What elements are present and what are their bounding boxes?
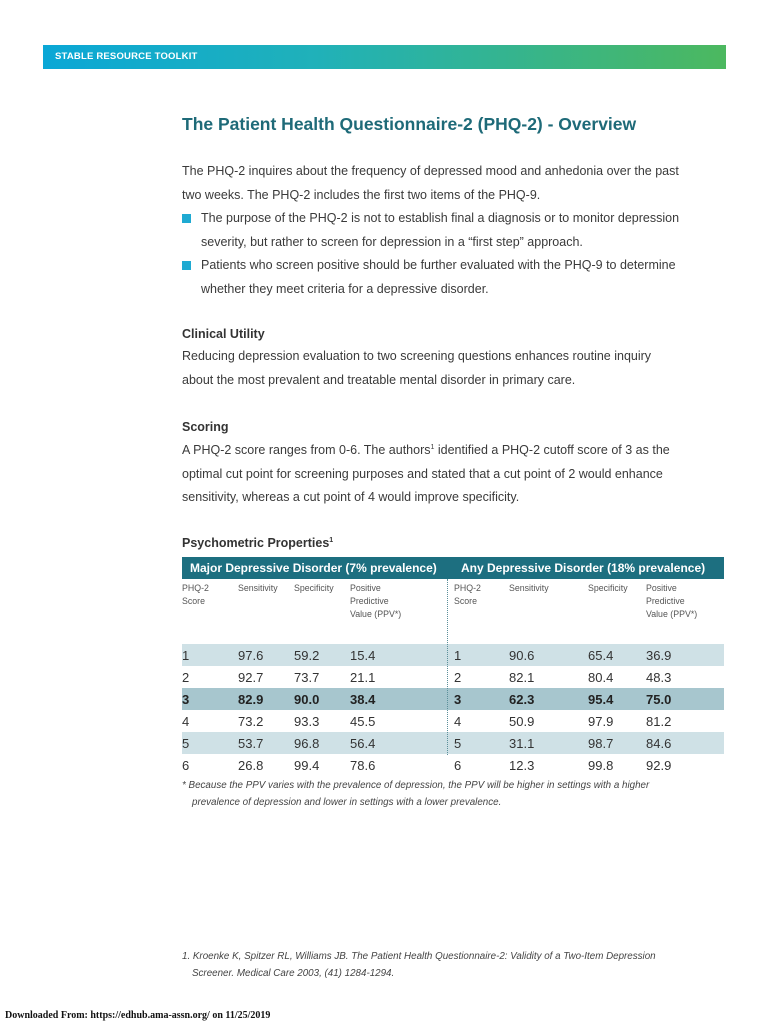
- table-cell: 81.2: [646, 714, 672, 729]
- col-ppv-l1: Positive: [350, 583, 381, 593]
- table-cell: 92.7: [238, 670, 264, 685]
- table-cell: 80.4: [588, 670, 614, 685]
- scoring-heading: Scoring: [182, 420, 229, 434]
- bullet-item: [182, 207, 727, 254]
- col-ppv-l3: Value (PPV*): [350, 609, 402, 619]
- table-cell: 59.2: [294, 648, 320, 663]
- table-cell: 4: [182, 714, 190, 729]
- clinical-line-2: about the most prevalent and treatable mental disorder in primary care.: [182, 372, 576, 387]
- table-cell: 99.4: [294, 758, 320, 773]
- table-cell: 5: [182, 736, 190, 751]
- bullet-line: The purpose of the PHQ-2 is not to establish final a diagnosis or to monitor depression: [201, 211, 680, 225]
- citation-sup: 1: [329, 536, 334, 544]
- table-cell: 75.0: [646, 692, 672, 707]
- table-row: [182, 644, 724, 666]
- col-ppv: [350, 582, 401, 621]
- scoring-line-1-b: identified a PHQ-2 cutoff score of 3 as the: [434, 443, 670, 457]
- table-cell: 96.8: [294, 736, 320, 751]
- banner-label: STABLE RESOURCE TOOLKIT: [55, 51, 198, 62]
- intro-paragraph: [182, 160, 727, 207]
- col-ppv-l3: Value (PPV*): [646, 609, 698, 619]
- col-ppv-l2: Predictive: [646, 596, 685, 606]
- ppv-footnote: [182, 777, 712, 811]
- table-cell: 36.9: [646, 648, 672, 663]
- table-cell: 12.3: [509, 758, 535, 773]
- table-cell: 84.6: [646, 736, 672, 751]
- table-group-header: [182, 557, 724, 579]
- download-stamp: Downloaded From: https://edhub.ama-assn.org/ on 11/25/2019: [5, 1010, 271, 1021]
- table-row: [182, 666, 724, 688]
- col-ppv-l1: Positive: [646, 583, 677, 593]
- table-column-headers: [182, 579, 724, 644]
- scoring-line-2: optimal cut point for screening purposes and stated that a cut point of 2 would enhance: [182, 466, 663, 481]
- table-cell: 95.4: [588, 692, 614, 707]
- intro-line-1: The PHQ-2 inquires about the frequency of depressed mood and anhedonia over the past: [182, 164, 679, 178]
- col-score: [454, 582, 481, 608]
- bullet-square-icon: [182, 214, 191, 223]
- col-score-l2: Score: [454, 596, 477, 606]
- bullet-square-icon: [182, 261, 191, 270]
- table-cell: 15.4: [350, 648, 376, 663]
- table-cell: 97.9: [588, 714, 614, 729]
- page-title: The Patient Health Questionnaire-2 (PHQ-2) - Overview: [182, 114, 637, 134]
- col-sensitivity: Sensitivity: [238, 583, 278, 593]
- table-cell: 82.9: [238, 692, 264, 707]
- col-specificity: Specificity: [588, 583, 628, 593]
- scoring-paragraph: [182, 439, 727, 510]
- table-cell: 26.8: [238, 758, 264, 773]
- table-cell: 53.7: [238, 736, 264, 751]
- table-cell: 50.9: [509, 714, 535, 729]
- table-cell: 38.4: [350, 692, 376, 707]
- footnote-line-2: prevalence of depression and lower in settings with a lower prevalence.: [192, 797, 502, 808]
- scoring-line-1: [182, 439, 727, 463]
- header-banner: [43, 45, 726, 69]
- table-cell: 2: [182, 670, 190, 685]
- col-score-l2: Score: [182, 596, 205, 606]
- table-cell: 82.1: [509, 670, 535, 685]
- table-row: [182, 732, 724, 754]
- clinical-utility-paragraph: [182, 345, 727, 392]
- clinical-line-1: Reducing depression evaluation to two screening questions enhances routine inquiry: [182, 349, 652, 363]
- group-header-any: Any Depressive Disorder (18% prevalence): [461, 561, 706, 575]
- table-cell: 4: [454, 714, 462, 729]
- table-cell: 90.0: [294, 692, 320, 707]
- table-cell: 65.4: [588, 648, 614, 663]
- table-cell: 97.6: [238, 648, 264, 663]
- group-header-major: Major Depressive Disorder (7% prevalence): [190, 561, 437, 575]
- bullet-item: [182, 254, 727, 301]
- bullet-line: severity, but rather to screen for depression in a “first step” approach.: [201, 234, 583, 249]
- col-score: [182, 582, 209, 608]
- table-cell: 3: [454, 692, 462, 707]
- group-divider: [447, 579, 448, 755]
- table-cell: 6: [182, 758, 190, 773]
- psychometric-heading-text: Psychometric Properties: [182, 536, 330, 550]
- table-cell: 62.3: [509, 692, 535, 707]
- table-cell: 78.6: [350, 758, 376, 773]
- col-ppv: [646, 582, 697, 621]
- table-cell: 90.6: [509, 648, 535, 663]
- col-score-l1: PHQ-2: [454, 583, 481, 593]
- clinical-utility-heading: Clinical Utility: [182, 327, 265, 341]
- table-cell: 3: [182, 692, 190, 707]
- scoring-line-1-a: A PHQ-2 score ranges from 0-6. The authors: [182, 443, 431, 457]
- psychometric-heading: [182, 536, 333, 550]
- table-cell: 6: [454, 758, 462, 773]
- table-cell: 99.8: [588, 758, 614, 773]
- table-cell: 5: [454, 736, 462, 751]
- table-row: [182, 754, 724, 776]
- table-cell: 2: [454, 670, 462, 685]
- psychometric-table: [182, 557, 724, 776]
- col-sensitivity: Sensitivity: [509, 583, 549, 593]
- col-specificity: Specificity: [294, 583, 334, 593]
- table-row-highlighted: [182, 688, 724, 710]
- reference-line-2: Screener. Medical Care 2003, (41) 1284-1294.: [192, 968, 395, 979]
- table-cell: 98.7: [588, 736, 614, 751]
- intro-line-2: two weeks. The PHQ-2 includes the first two items of the PHQ-9.: [182, 187, 541, 202]
- table-cell: 93.3: [294, 714, 320, 729]
- col-score-l1: PHQ-2: [182, 583, 209, 593]
- scoring-line-3: sensitivity, whereas a cut point of 4 would improve specificity.: [182, 490, 520, 504]
- table-cell: 92.9: [646, 758, 672, 773]
- table-cell: 73.7: [294, 670, 320, 685]
- footnote-line-1: * Because the PPV varies with the prevalence of depression, the PPV will be higher in settings with a higher: [182, 780, 650, 791]
- bullet-line: whether they meet criteria for a depressive disorder.: [201, 281, 489, 296]
- table-cell: 31.1: [509, 736, 535, 751]
- citation-sup: 1: [430, 443, 435, 451]
- table-cell: 45.5: [350, 714, 376, 729]
- intro-bullet-list: [182, 207, 727, 301]
- reference-citation: [182, 948, 722, 982]
- bullet-line: Patients who screen positive should be further evaluated with the PHQ-9 to determine: [201, 258, 676, 272]
- table-cell: 1: [182, 648, 190, 663]
- table-cell: 21.1: [350, 670, 376, 685]
- table-row: [182, 710, 724, 732]
- table-cell: 56.4: [350, 736, 376, 751]
- table-cell: 48.3: [646, 670, 672, 685]
- reference-line-1: 1. Kroenke K, Spitzer RL, Williams JB. The Patient Health Questionnaire-2: Validity of a Two-Item Depression: [182, 951, 656, 962]
- table-cell: 73.2: [238, 714, 264, 729]
- col-ppv-l2: Predictive: [350, 596, 389, 606]
- table-cell: 1: [454, 648, 462, 663]
